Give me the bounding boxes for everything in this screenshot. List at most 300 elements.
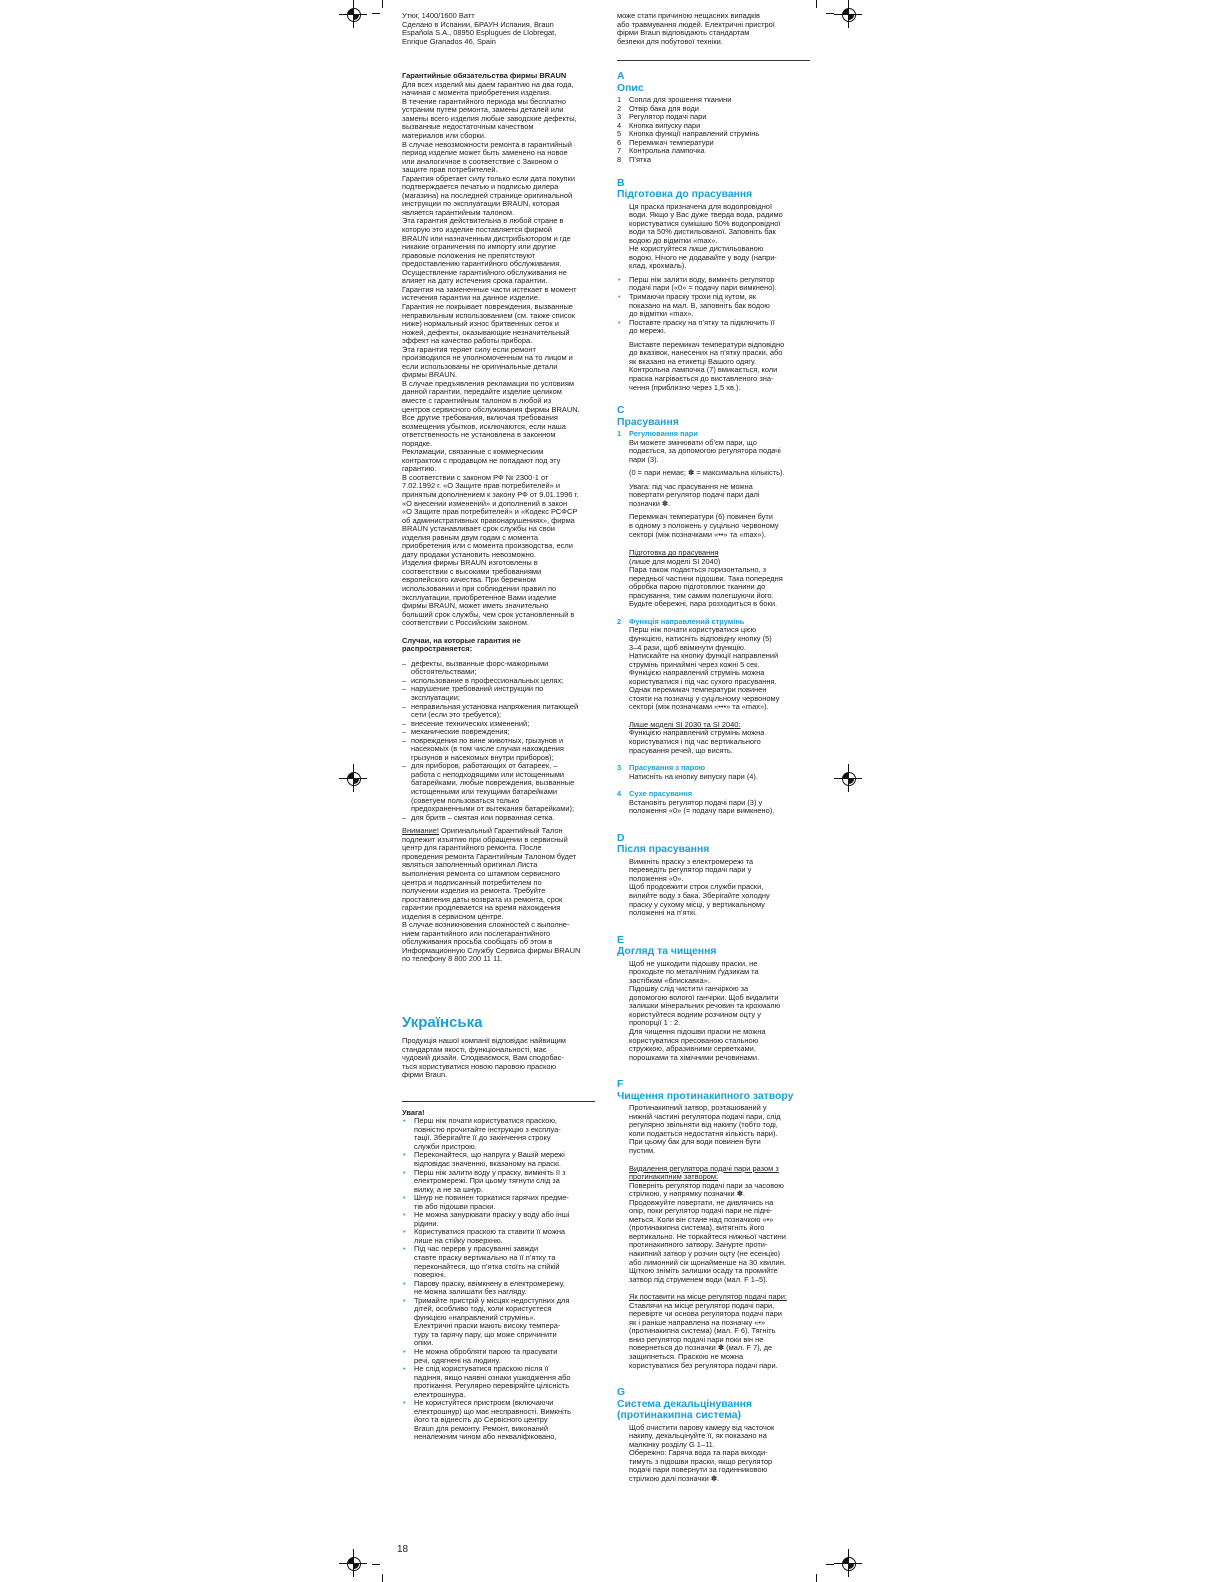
text-line: протинакипним затвором: xyxy=(629,1172,719,1182)
text-line: води та 50% дистильованої. Заповніть бак xyxy=(629,227,776,237)
part-label: Сопла для зрошення тканини xyxy=(629,95,732,105)
bullet-item xyxy=(402,1280,598,1297)
text-line: Ставлячи на місце регулятор подачі пари, xyxy=(629,1300,775,1310)
text-line: Braun для ремонту. Ремонт, виконаний xyxy=(414,1423,548,1433)
text-line: (протинакипна система) (мал. F 6). Тягніть xyxy=(629,1326,776,1336)
text-line: дефекты, вызванные форс-мажорными xyxy=(411,658,549,668)
text-line: выполнения ремонта со штампом сервисного xyxy=(402,868,561,878)
text-line: рідини. xyxy=(414,1218,439,1228)
text-line: подлежит изъятию при обращении в сервисный xyxy=(402,834,568,844)
text-line: внесение технических изменений; xyxy=(411,718,530,728)
crop-mark xyxy=(372,13,380,14)
text-line: изделия в сервисном центре. xyxy=(402,911,504,921)
ukrainian-title: Українська xyxy=(402,1013,483,1031)
text-line: Виставте перемикач температури відповідно xyxy=(629,339,785,349)
text-line: повреждения по вине животных, грызунов и xyxy=(411,735,564,745)
text-line: відповідає значенню, вказаному на праскі. xyxy=(414,1158,561,1168)
text-line: чення (приблизно через 1,5 хв.). xyxy=(629,382,741,392)
part-number: 3 xyxy=(617,112,622,122)
text-line: Перш ніж залити воду у праску, вимкніть її з xyxy=(414,1167,566,1177)
continued-text xyxy=(617,12,817,46)
text-line: (протинакипна система), витягніть його xyxy=(629,1223,765,1233)
text-line: «О внесении изменений» и дополнений в закон xyxy=(402,498,568,508)
text-line: до мережі. xyxy=(629,326,666,336)
section-e-text xyxy=(629,960,817,1063)
text-line: залишки мінеральних речовин та крохмалю xyxy=(629,1001,781,1011)
page-number: 18 xyxy=(397,1544,409,1555)
text-line: никакие ограничения по импорту или другие xyxy=(402,242,556,252)
text-line: Гарантия обретает силу только если дата покупки xyxy=(402,173,575,183)
bullet-icon: • xyxy=(403,1210,406,1220)
text-line: повертати регулятор подачі пари далі xyxy=(629,490,760,500)
bullet-icon: • xyxy=(618,317,621,327)
text-line: вместе с гарантийным талоном в любой из xyxy=(402,395,552,405)
dash-item xyxy=(402,762,598,813)
registration-mark-icon xyxy=(834,0,864,30)
text-line: Встановіть регулятор подачі пари (3) у xyxy=(629,797,763,807)
text-line: електромережі. При цьому тягнути слід за xyxy=(414,1176,560,1186)
divider xyxy=(617,60,810,61)
bullet-icon: • xyxy=(403,1295,406,1305)
steam-range-note: (0 = пари немає; ✽ = максимальна кількість). xyxy=(629,468,785,478)
caution-list xyxy=(402,1117,598,1442)
pre-steam-text xyxy=(629,558,817,609)
section-letter: G xyxy=(617,1387,626,1399)
text-line: обробка парою підготовлює тканини до xyxy=(629,582,766,592)
text-line: насекомых (в том числе случаи нахождения xyxy=(411,744,564,754)
section-title: Опис xyxy=(617,82,644,94)
text-line: влияет на дату истечения срока гарантии. xyxy=(402,276,548,286)
section-letter: C xyxy=(617,405,625,417)
text-line: 7.02.1992 г. «О Защите прав потребителей» и xyxy=(402,481,561,491)
text-line: Переконайтеся, що напруга у Вашій мережі xyxy=(414,1150,565,1160)
text-line: Пара також подається горизонтально, з xyxy=(629,565,767,575)
section-a-heading xyxy=(617,71,817,94)
text-line: гарантии продлевается на время нахождения xyxy=(402,903,561,913)
text-line: вниз регулятор подачі пари поки він не xyxy=(629,1334,764,1344)
subsection-3-text xyxy=(629,773,817,782)
text-line: води. Якщо у Вас дуже тверда вода, радимо xyxy=(629,210,783,220)
text-line: центров сервисного обслуживания фирмы BRAUN. xyxy=(402,404,580,414)
text-line: безпеки для побутової техніки. xyxy=(617,36,723,46)
left-column xyxy=(402,12,598,1442)
text-line: або лимонний сік щонайменше на 30 хвилин. xyxy=(629,1257,786,1267)
text-line: получении изделия из ремонта. Требуйте xyxy=(402,886,546,896)
crop-mark xyxy=(816,1574,817,1582)
text-line: соответствии с высокими требованиями xyxy=(402,566,542,576)
text-line: Видалення регулятора подачі пари разом з xyxy=(629,1163,779,1173)
text-line: накипний затвор у розчин оцту (не есенцію) xyxy=(629,1248,781,1258)
text-line: накипу, декальцінуйте її, як показано на xyxy=(629,1431,767,1441)
subsection-1-text xyxy=(629,439,817,465)
crop-mark xyxy=(826,1564,834,1565)
bullet-icon: • xyxy=(403,1364,406,1374)
text-line: Гарантия не покрывает повреждения, вызванные xyxy=(402,301,573,311)
text-line: центра и подписанный потребителем по xyxy=(402,877,542,887)
text-line: Гарантия на замененные части истекает в момент xyxy=(402,284,577,294)
text-line: водою. Нічого не додавайте у воду (напри- xyxy=(629,252,777,262)
text-line: или аналогичное в соответствие с Законом о xyxy=(402,156,559,166)
text-line: застібкам «блискавка». xyxy=(629,975,710,985)
text-line: Эта гарантия теряет силу если ремонт xyxy=(402,344,536,354)
origin-block xyxy=(402,12,598,46)
dash-icon: – xyxy=(402,684,407,694)
subsection-4-text xyxy=(629,799,817,816)
subsection-number: 2 xyxy=(617,616,622,626)
text-line: подається, за допомогою регулятора подачі xyxy=(629,446,781,456)
bullet-item xyxy=(402,1365,598,1399)
text-line: истечения гарантии на данное изделие. xyxy=(402,293,540,303)
subsection-number: 3 xyxy=(617,763,622,773)
text-line: защите прав потребителей. xyxy=(402,165,498,175)
text-line: подачі пари повернути за годинниковою xyxy=(629,1465,768,1475)
section-f-text xyxy=(629,1104,817,1155)
text-line: неправильным использованием (см. также список xyxy=(402,310,576,320)
text-line: Функцією направлений струмінь можна xyxy=(629,728,765,738)
text-line: дату продажи установить невозможно. xyxy=(402,549,536,559)
bullet-icon: • xyxy=(618,292,621,302)
bullet-item xyxy=(617,319,817,336)
text-line: проставления даты возврата из ремонта, срок xyxy=(402,894,563,904)
part-item xyxy=(617,146,817,156)
text-line: В случае возникновения сложностей с выполне- xyxy=(402,920,570,930)
text-line: Функцією направлений струмінь можна xyxy=(629,668,765,678)
bullet-item xyxy=(402,1399,598,1442)
text-line: протікання. Регулярно перевіряйте цілісність xyxy=(414,1381,570,1391)
text-line: инструкции по эксплуатации BRAUN, которая xyxy=(402,199,560,209)
dash-item xyxy=(402,660,598,677)
text-line: сети (если это требуется); xyxy=(411,710,502,720)
text-line: пропорції 1 : 2. xyxy=(629,1018,681,1028)
section-title: Чищення протинакипного затвору xyxy=(617,1090,794,1102)
text-line: секторі (між позначками «•••» та «max»). xyxy=(629,702,769,712)
text-line: нарушение требований инструкции по xyxy=(411,684,544,694)
dash-icon: – xyxy=(402,701,407,711)
text-line: Перш ніж залити воду, вимкніть регулятор xyxy=(629,274,775,284)
text-line: Продукція нашої компанії відповідає найвищим xyxy=(402,1035,566,1045)
dash-icon: – xyxy=(402,727,407,737)
text-line: фирмы BRAUN. xyxy=(402,370,458,380)
part-number: 7 xyxy=(617,146,622,156)
text-line: стояти на позначці у суцільному червоному xyxy=(629,693,780,703)
text-line: подачі пари («0» = подачу пари вимкнено). xyxy=(629,283,777,293)
text-line: малюнку розділу G 1–11. xyxy=(629,1439,715,1449)
text-line: клад, крохмаль). xyxy=(629,261,687,271)
text-line: користуватися і під час вертикального xyxy=(629,737,761,746)
text-line: приобретения или с момента производства, если xyxy=(402,541,573,551)
models-text xyxy=(629,729,817,755)
crop-mark xyxy=(382,1574,383,1582)
dash-icon: – xyxy=(402,812,407,822)
section-title: Прасування xyxy=(617,416,679,428)
text-line: «О Защите прав потребителей» и «Кодекс РСФСР xyxy=(402,507,578,517)
text-line: неналежним чином або некваліфіковано, xyxy=(414,1432,557,1442)
part-number: 1 xyxy=(617,95,622,105)
attention-text xyxy=(402,836,598,964)
bullet-item xyxy=(617,293,817,319)
text-line: падіння, якщо наявні ознаки ушкодження або xyxy=(414,1372,571,1382)
dash-icon: – xyxy=(402,735,407,745)
part-label: Перемикач температури xyxy=(629,137,714,147)
text-line: Española S.A., 08950 Esplugues de Llobregat, xyxy=(402,28,557,38)
section-d-text xyxy=(629,858,817,918)
text-line: положенні на п’яткі. xyxy=(629,908,697,918)
warranty-text xyxy=(402,81,598,628)
text-line: стандартам якості, функціональності, має xyxy=(402,1044,547,1054)
dash-item xyxy=(402,737,598,763)
warranty-heading: Гарантийные обязательства фирмы BRAUN xyxy=(402,71,567,81)
text-line: Не слід користуватися праскою після її xyxy=(414,1364,549,1374)
text-line: эффект на качество работы прибора. xyxy=(402,336,533,346)
text-line: производился не уполномоченным на то лицом и xyxy=(402,353,573,363)
text-line: Обережно: Гаряча вода та пара виходи- xyxy=(629,1448,768,1458)
text-line: функцією «направлений струмінь». xyxy=(414,1312,536,1322)
section-b-text xyxy=(629,203,817,271)
bullet-item xyxy=(402,1228,598,1245)
text-line: замены всего изделия любые заводские дефекты, xyxy=(402,113,577,123)
text-line: меться. Коли він стане над позначкою «•» xyxy=(629,1214,774,1224)
text-line: Щоб продовжити строк служби праски, xyxy=(629,882,764,892)
text-line: Користуватися праскою та ставити її можна xyxy=(414,1227,566,1237)
refit-subheading: Як поставити на місце регулятор подачі пари: xyxy=(629,1292,787,1302)
text-line: истощенными или текущими батарейками xyxy=(411,787,558,797)
dash-icon: – xyxy=(402,761,407,771)
text-line: прасування речей, що висять. xyxy=(629,745,733,755)
text-line: Эта гарантия действительна в любой стране в xyxy=(402,216,564,226)
text-line: Увага: під час прасування не можна xyxy=(629,481,753,491)
text-line: принятым дополнением к закону РФ от 9.01.1996 г. xyxy=(402,489,579,499)
text-line: При цьому бак для води повинен бути xyxy=(629,1137,761,1147)
text-line: работа с неподходящими или истощенными xyxy=(411,769,565,779)
bullet-icon: • xyxy=(403,1398,406,1408)
text-line: батарейками, любые повреждения, вызванные xyxy=(411,778,575,788)
dash-icon: – xyxy=(402,658,407,668)
text-line: стрілкою далі позначки ✽. xyxy=(629,1473,720,1483)
text-line: если использованы не оригинальные детали xyxy=(402,361,558,371)
section-title: Догляд та чищення xyxy=(617,946,717,958)
text-line: як і раніше направлена на позначку «•» xyxy=(629,1317,766,1327)
text-line: переведіть регулятор подачі пари у xyxy=(629,865,752,875)
text-line: до відмітки «max». xyxy=(629,309,694,319)
bullet-icon: • xyxy=(403,1150,406,1160)
text-line: служби пристрою. xyxy=(414,1141,477,1151)
bullet-item xyxy=(402,1211,598,1228)
text-line: протинакипного затвору. Занурте проти- xyxy=(629,1240,768,1250)
caution-heading: Увага! xyxy=(402,1107,425,1117)
section-letter: A xyxy=(617,71,625,83)
dash-item xyxy=(402,685,598,702)
section-title: Підготовка до прасування xyxy=(617,189,753,201)
text-line: пари (3). xyxy=(629,454,659,464)
text-line: Вимкніть праску з електромережі та xyxy=(629,856,754,866)
text-line: обслуживания просьба сообщать об этом в xyxy=(402,937,553,947)
text-line: Електричні праски мають високу темпера- xyxy=(414,1321,561,1331)
steam-warning xyxy=(629,483,817,509)
text-line: Протинакипний затвор, розташований у xyxy=(629,1103,767,1113)
removal-subheading xyxy=(629,1165,817,1182)
dash-icon: – xyxy=(402,718,407,728)
text-line: предоставлению гарантийного обслуживания. xyxy=(402,259,562,269)
section-e-heading xyxy=(617,935,817,958)
text-line: електрошнур) що має несправності. Вимкніть xyxy=(414,1406,572,1416)
part-number: 6 xyxy=(617,137,622,147)
text-line: для бритв – смятая или порванная сетка. xyxy=(411,812,555,822)
bullet-icon: • xyxy=(403,1116,406,1126)
subsection-number: 4 xyxy=(617,789,622,799)
text-line: користуватися сумішшю 50% водопровідної xyxy=(629,218,781,228)
bullet-icon: • xyxy=(618,274,621,284)
text-line: Натискайте на кнопку функції направлений xyxy=(629,651,779,661)
text-line: В течение гарантийного периода мы бесплатно xyxy=(402,96,567,106)
text-line: Ви можете змінювати об’єм пари, що xyxy=(629,437,757,447)
text-line: повністю прочитайте інструкцію з експлуа- xyxy=(414,1124,561,1134)
subsection-title: Функція направлений струмінь xyxy=(629,616,745,626)
text-line: водою до відмітки «max». xyxy=(629,235,718,245)
text-line: стрілкою, у напрямку позначки ✽. xyxy=(629,1189,746,1199)
text-line: эксплуатации; xyxy=(411,693,460,703)
text-line: В случае невозможности ремонта в гарантийный xyxy=(402,139,572,149)
text-line: користуйтеся водним розчином оцту у xyxy=(629,1009,761,1019)
text-line: Для всех изделий мы даем гарантию на два года, xyxy=(402,79,574,89)
section-letter: B xyxy=(617,177,625,189)
crop-mark xyxy=(816,0,817,8)
text-line: в одному з положень у суцільно червоному xyxy=(629,520,779,530)
text-line: пустим. xyxy=(629,1145,656,1155)
text-line: соответствии с Российским законом. xyxy=(402,618,529,628)
text-line: фірми Braun відповідають стандартам xyxy=(617,28,750,38)
text-line: прасування, тим самим полегшуючи його. xyxy=(629,590,774,600)
text-line: ножей, дефекты, оказывающие незначительный xyxy=(402,327,570,337)
text-line: опір, поки регулятор подачі пари не підні- xyxy=(629,1206,773,1216)
text-line: (лише для моделі SI 2040) xyxy=(629,556,721,566)
bullet-item xyxy=(402,1117,598,1151)
attention-first-line: Оригинальный Гарантийный Талон xyxy=(438,826,563,836)
text-line: период изделие может быть заменено на новое xyxy=(402,148,568,158)
text-line: тів або підошви праски. xyxy=(414,1201,496,1211)
bullet-item xyxy=(402,1245,598,1279)
part-label: Кнопка функції направлений струмінь xyxy=(629,129,760,139)
text-line: вызванные недостаточным качеством xyxy=(402,122,534,132)
subsection-title: Регулювання пари xyxy=(629,429,698,439)
text-line: поверхні. xyxy=(414,1270,446,1280)
text-line: показано на мал. B, заповніть бак водою xyxy=(629,300,770,310)
section-d-heading xyxy=(617,833,817,856)
text-line: Щоб не ушкодити підошву праски, не xyxy=(629,958,758,968)
text-line: повернеться до позначки ✽ (мал. F 7), де xyxy=(629,1343,773,1353)
text-line: Перш ніж почати користуватися праскою, xyxy=(414,1116,557,1126)
part-number: 2 xyxy=(617,103,622,113)
text-line: Не можна обробляти парою та прасувати xyxy=(414,1347,558,1357)
text-line: ответственность не установлена в законном xyxy=(402,430,556,440)
right-column xyxy=(617,12,817,1483)
text-line: передньої частини підошви. Така попередня xyxy=(629,573,783,583)
text-line: гарантию. xyxy=(402,464,437,474)
text-line: является гарантийным талоном. xyxy=(402,207,515,217)
bullet-item xyxy=(402,1348,598,1365)
text-line: ставте праску вертикально на її п’ятку та xyxy=(414,1253,556,1262)
bullet-icon: • xyxy=(403,1227,406,1237)
part-number: 4 xyxy=(617,120,622,130)
text-line: Перш ніж почати користуватися цією xyxy=(629,625,757,635)
text-line: Поставте праску на п’ятку та підключить її xyxy=(629,317,775,327)
text-line: Ця праска призначена для водопровідної xyxy=(629,201,773,211)
text-line: Підошву слід чистити ганчіркою за xyxy=(629,984,749,994)
text-line: Тримаючи праску трохи під кутом, як xyxy=(629,292,756,302)
text-line: Перемикач температури (6) повинен бути xyxy=(629,512,773,522)
text-line: устраним путем ремонта, замены деталей или xyxy=(402,105,564,115)
text-line: Тримайте пристрій у місцях недоступних для xyxy=(414,1295,570,1305)
pre-steam-subheading: Підготовка до прасування xyxy=(629,548,719,558)
section-letter: E xyxy=(617,934,624,946)
text-line: Поверніть регулятор подачі пари за часовою xyxy=(629,1180,784,1190)
text-line: функцією, натисніть відповідну кнопку (5) xyxy=(629,633,772,643)
text-line: користуватися і під час сухого прасування. xyxy=(629,676,777,686)
text-line: нижній частині регулятора подачі пари, слід xyxy=(629,1111,781,1121)
section-title: Система декальцінування (протинакипна система) xyxy=(617,1398,752,1422)
text-line: об административных правонарушениях», фирма xyxy=(402,515,575,525)
text-line: Сделано в Испании, БРАУН Испания, Braun xyxy=(402,19,554,29)
bullet-icon: • xyxy=(403,1167,406,1177)
text-line: речі, одягнені на людину. xyxy=(414,1355,501,1365)
divider xyxy=(402,1101,595,1102)
text-line: данной гарантии, передайте изделие целиком xyxy=(402,387,562,397)
dash-item xyxy=(402,703,598,720)
bullet-item xyxy=(402,1297,598,1348)
text-line: нием гарантийного или послегарантийного xyxy=(402,928,551,938)
text-line: (магазина) на последней странице оригинальной xyxy=(402,190,573,200)
text-line: правовые положения не препятствуют xyxy=(402,250,536,260)
text-line: Не можна занурювати праску у воду або інші xyxy=(414,1210,570,1220)
text-line: (советуем пользоваться только xyxy=(411,795,520,805)
text-line: материалов или сборки. xyxy=(402,131,486,141)
subsection-title: Сухе прасування xyxy=(629,789,693,799)
section-c-heading xyxy=(617,405,817,428)
text-line: затвор під струменем води (мал. F 1–5). xyxy=(629,1274,768,1284)
text-line: вилийте воду з бака. Зберігайте холодну xyxy=(629,891,770,901)
text-line: механические повреждения; xyxy=(411,727,510,737)
text-line: або травмування людей. Електричні пристрої xyxy=(617,19,775,29)
temperature-note xyxy=(629,513,817,539)
registration-mark-icon xyxy=(834,764,864,794)
parts-list xyxy=(617,95,817,165)
text-line: як вказано на етикетці Вашого одягу. xyxy=(629,356,757,366)
text-line: положення «0». xyxy=(629,873,684,883)
text-line: Случаи, на которые гарантия не xyxy=(402,635,521,645)
text-line: перевірте чи основа регулятора подачі пари xyxy=(629,1309,782,1319)
registration-mark-icon xyxy=(834,1549,864,1579)
text-line: контрактом с продавцом не попадают под эту xyxy=(402,455,561,465)
part-label: Отвір бака для води xyxy=(629,103,699,113)
text-line: неправильная установка напряжения питающей xyxy=(411,701,579,711)
text-line: использование в профессиональных целях; xyxy=(411,675,564,685)
crop-mark xyxy=(372,1564,380,1565)
text-line: вилку, а не за шнур. xyxy=(414,1184,483,1194)
text-line: не можна залишати без нагляду. xyxy=(414,1287,527,1297)
text-line: тимуть з підошви праски, якщо регулятор xyxy=(629,1456,773,1466)
text-line: переконайтеся, що п’ятка стоїть на стійкій xyxy=(414,1261,560,1271)
text-line: позначки ✽. xyxy=(629,498,671,508)
text-line: порошками та хімічними речовинами. xyxy=(629,1052,760,1062)
text-line: Парову праску, ввімкнену в електромережу, xyxy=(414,1278,565,1288)
refit-text xyxy=(629,1302,817,1370)
text-line: В случае предъявления рекламации по условиям xyxy=(402,378,574,388)
text-line: начиная с момента приобретения изделия. xyxy=(402,88,552,98)
part-label: Контрольна лампочка xyxy=(629,146,705,156)
bullet-icon: • xyxy=(403,1347,406,1357)
models-subheading: Лише моделі SI 2030 та SI 2040: xyxy=(629,719,741,729)
text-line: фірми Braun. xyxy=(402,1070,448,1080)
text-line: подтверждается печатью и подписью дилера xyxy=(402,182,559,192)
